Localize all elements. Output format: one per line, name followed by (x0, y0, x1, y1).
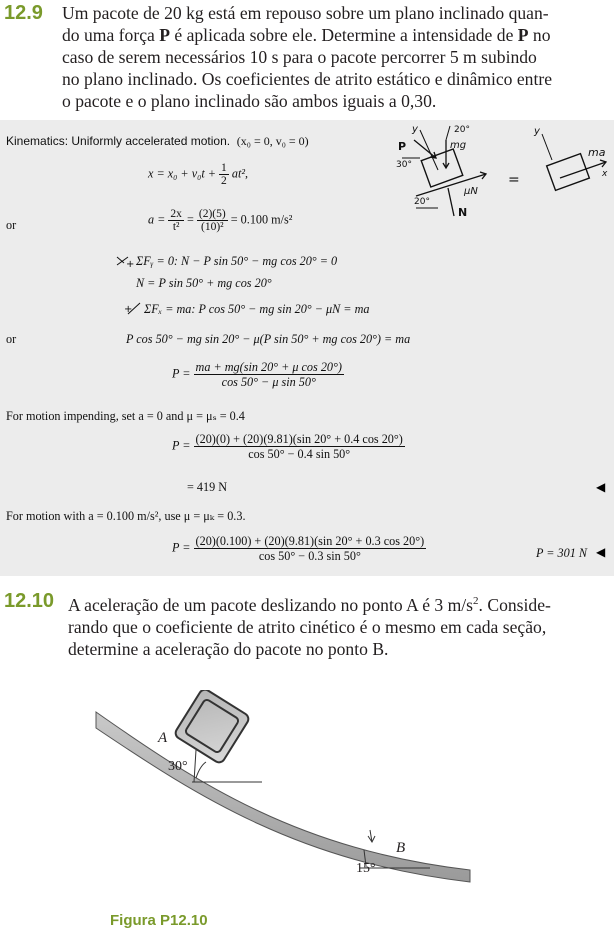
impending-label: For motion impending, set a = 0 and μ = μₛ = 0.4 (6, 409, 245, 423)
kinetic-y-label: y (534, 126, 540, 137)
problem-line: A aceleração de um pacote deslizando no ponto A é 3 $m/s^2$. Conside- (68, 594, 551, 615)
svg-text:+: + (124, 304, 133, 315)
result-marker-icon: ◀ (596, 480, 606, 494)
problem-number: 12.9 (4, 2, 43, 24)
or-label: or (6, 332, 17, 346)
fbd-angle-label: 30° (396, 160, 412, 170)
p-impending-result: = 419 N (187, 480, 228, 494)
angle-15-label: 15° (356, 861, 376, 876)
solution-panel (0, 120, 614, 576)
fbd-p-label: P (398, 140, 407, 153)
normal-force-equation: N = P sin 50° + mg cos 20° (136, 276, 272, 290)
equation-position: x = x₀ + v₀t + $\frac{1}{2}$ at², (148, 162, 249, 187)
problem-line: caso de serem necessários 10 s para o pacote percorrer 5 m subindo (62, 47, 537, 67)
or-label: or (6, 218, 17, 232)
problem-12-9 (0, 2, 614, 118)
motion-label: For motion with a = 0.100 m/s², use μ = μₖ = 0.3. (6, 509, 246, 523)
fbd-angle-label: 20° (454, 125, 470, 135)
figure-caption: Figura P12.10 (110, 912, 208, 929)
problem-number: 12.10 (4, 590, 55, 612)
fbd-angle-label: 20° (414, 197, 430, 207)
combined-equation: P cos 50° − mg sin 20° − μ(P sin 50° + mg cos 20°) = ma (126, 332, 411, 346)
problem-12-10 (0, 590, 614, 670)
equation-acceleration: a = $\frac{2x}{\text{t²}}$ = $\frac{(2)(5)}{\text{(10)²}}$ = 0.100 m/s² (148, 208, 293, 233)
problem-line: do uma força P é aplicada sobre ele. Determine a intensidade de P no (62, 25, 551, 45)
kinematics-heading: Kinematics: Uniformly accelerated motion. (x₀ = 0, v₀ = 0) (6, 134, 309, 148)
point-a-label: A (158, 730, 168, 746)
problem-text (62, 2, 610, 112)
svg-text:+: + (126, 259, 135, 269)
free-body-diagram (392, 120, 614, 230)
problem-text (68, 590, 610, 660)
p-impending-equation: P = $\frac{(20)(0) + (20)(9.81)(\sin 20^\circ + 0.4 \cos 20^\circ)}{\cos 50^\circ - 0.4 \sin 50^\circ}$ (172, 432, 403, 461)
fbd-mg-label: mg (450, 140, 467, 151)
fbd-y-label: y (412, 124, 418, 135)
kinetic-ma-label: ma (588, 146, 606, 159)
p-general-equation: P = $\frac{\text{ma + mg(sin 20° + μ cos 20°)}}{\text{cos 50° − μ sin 50°}}$ (172, 360, 342, 389)
incline-figure (0, 690, 614, 910)
sum-forces-x: ΣFₓ = ma: P cos 50° − mg sin 20° − μN = ma (144, 302, 370, 316)
p-motion-result: P = 301 N (536, 546, 587, 560)
p-motion-equation: P = $\frac{(20)(0.100) + (20)(9.81)(\sin 20^\circ + 0.3 \cos 20^\circ)}{\cos 50^\circ - 0.3 \sin 50^\circ}$ (172, 534, 425, 563)
problem-line: Um pacote de 20 kg está em repouso sobre um plano inclinado quan- (62, 3, 549, 23)
result-marker-icon: ◀ (596, 545, 606, 559)
axis-arrow-icon (114, 253, 136, 269)
point-b-label: B (396, 840, 406, 856)
problem-line: o pacote e o plano inclinado são ambos iguais a 0,30. (62, 91, 437, 111)
problem-line: no plano inclinado. Os coeficientes de atrito estático e dinâmico entre (62, 69, 553, 89)
sum-forces-y: ΣFᵧ = 0: N − P sin 50° − mg cos 20° = 0 (136, 254, 338, 268)
problem-line: rando que o coeficiente de atrito cinético é o mesmo em cada seção, (68, 616, 547, 637)
fbd-equals: = (508, 172, 520, 188)
axis-arrow-icon (124, 300, 144, 316)
problem-line: determine a aceleração do pacote no ponto B. (68, 638, 389, 659)
kinetic-x-label: x (602, 169, 608, 179)
fbd-n-label: N (458, 206, 468, 219)
fbd-friction-label: μN (464, 186, 478, 197)
angle-30-label: 30° (168, 759, 188, 774)
